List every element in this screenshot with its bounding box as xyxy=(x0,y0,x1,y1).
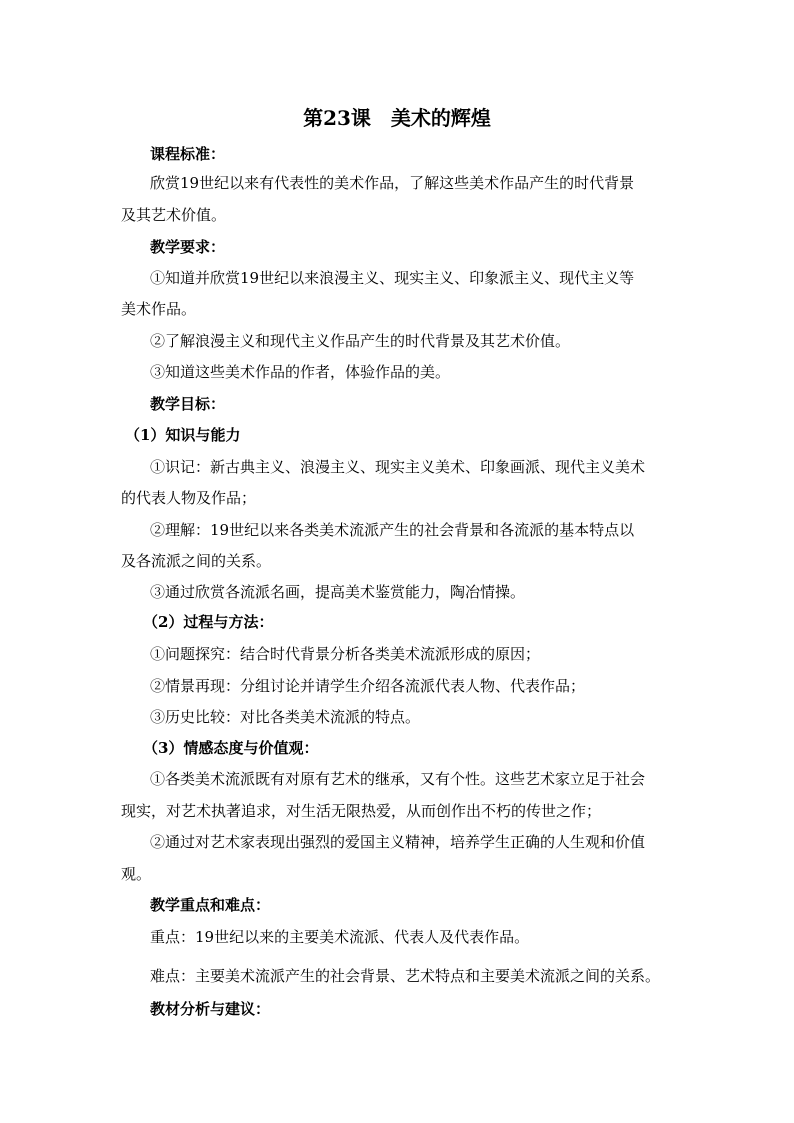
curriculum-standard-heading: 课程标准： xyxy=(150,145,226,163)
curriculum-standard-text-line2: 及其艺术价值。 xyxy=(121,206,227,224)
objective1-item1-line2: 的代表人物及作品； xyxy=(121,489,257,507)
key-points-heading: 教学重点和难点： xyxy=(150,896,271,914)
objectives-sub2-heading: （2）过程与方法： xyxy=(143,613,274,631)
requirement-item3: ③知道这些美术作品的作者，体验作品的美。 xyxy=(150,363,451,381)
objective2-item2: ②情景再现：分组讨论并请学生介绍各流派代表人物、代表作品； xyxy=(150,677,586,695)
key-point-focus: 重点：19世纪以来的主要美术流派、代表人及代表作品。 xyxy=(150,928,530,946)
requirement-item1-line1: ①知道并欣赏19世纪以来浪漫主义、现实主义、印象派主义、现代主义等 xyxy=(150,269,635,287)
objective1-item3: ③通过欣赏各流派名画，提高美术鉴赏能力，陶冶情操。 xyxy=(150,583,526,601)
requirement-item1-line2: 美术作品。 xyxy=(121,300,197,318)
objective1-item2-line1: ②理解：19世纪以来各类美术流派产生的社会背景和各流派的基本特点以 xyxy=(150,521,635,539)
objectives-sub1-heading: （1）知识与能力 xyxy=(125,426,241,444)
teaching-objectives-heading: 教学目标： xyxy=(150,395,226,413)
objectives-sub3-heading: （3）情感态度与价值观： xyxy=(143,739,319,757)
requirement-item2: ②了解浪漫主义和现代主义作品产生的时代背景及其艺术价值。 xyxy=(150,332,571,350)
objective3-item2-line2: 观。 xyxy=(121,865,152,883)
objective1-item1-line1: ①识记：新古典主义、浪漫主义、现实主义美术、印象画派、现代主义美术 xyxy=(150,458,646,476)
curriculum-standard-text-line1: 欣赏19世纪以来有代表性的美术作品，了解这些美术作品产生的时代背景 xyxy=(150,174,635,192)
objective3-item1-line1: ①各类美术流派既有对原有艺术的继承，又有个性。这些艺术家立足于社会 xyxy=(150,770,646,788)
teaching-requirements-heading: 教学要求： xyxy=(150,238,226,256)
objective2-item3: ③历史比较：对比各类美术流派的特点。 xyxy=(150,708,421,726)
material-analysis-heading: 教材分析与建议： xyxy=(150,1000,271,1018)
objective3-item2-line1: ②通过对艺术家表现出强烈的爱国主义精神，培养学生正确的人生观和价值 xyxy=(150,833,646,851)
objective2-item1: ①问题探究：结合时代背景分析各类美术流派形成的原因； xyxy=(150,645,541,663)
objective1-item2-line2: 及各流派之间的关系。 xyxy=(121,552,272,570)
page-title: 第23课 美术的辉煌 xyxy=(303,106,491,130)
objective3-item1-line2: 现实，对艺术执著追求，对生活无限热爱，从而创作出不朽的传世之作； xyxy=(121,802,602,820)
key-point-difficulty: 难点：主要美术流派产生的社会背景、艺术特点和主要美术流派之间的关系。 xyxy=(150,967,661,985)
